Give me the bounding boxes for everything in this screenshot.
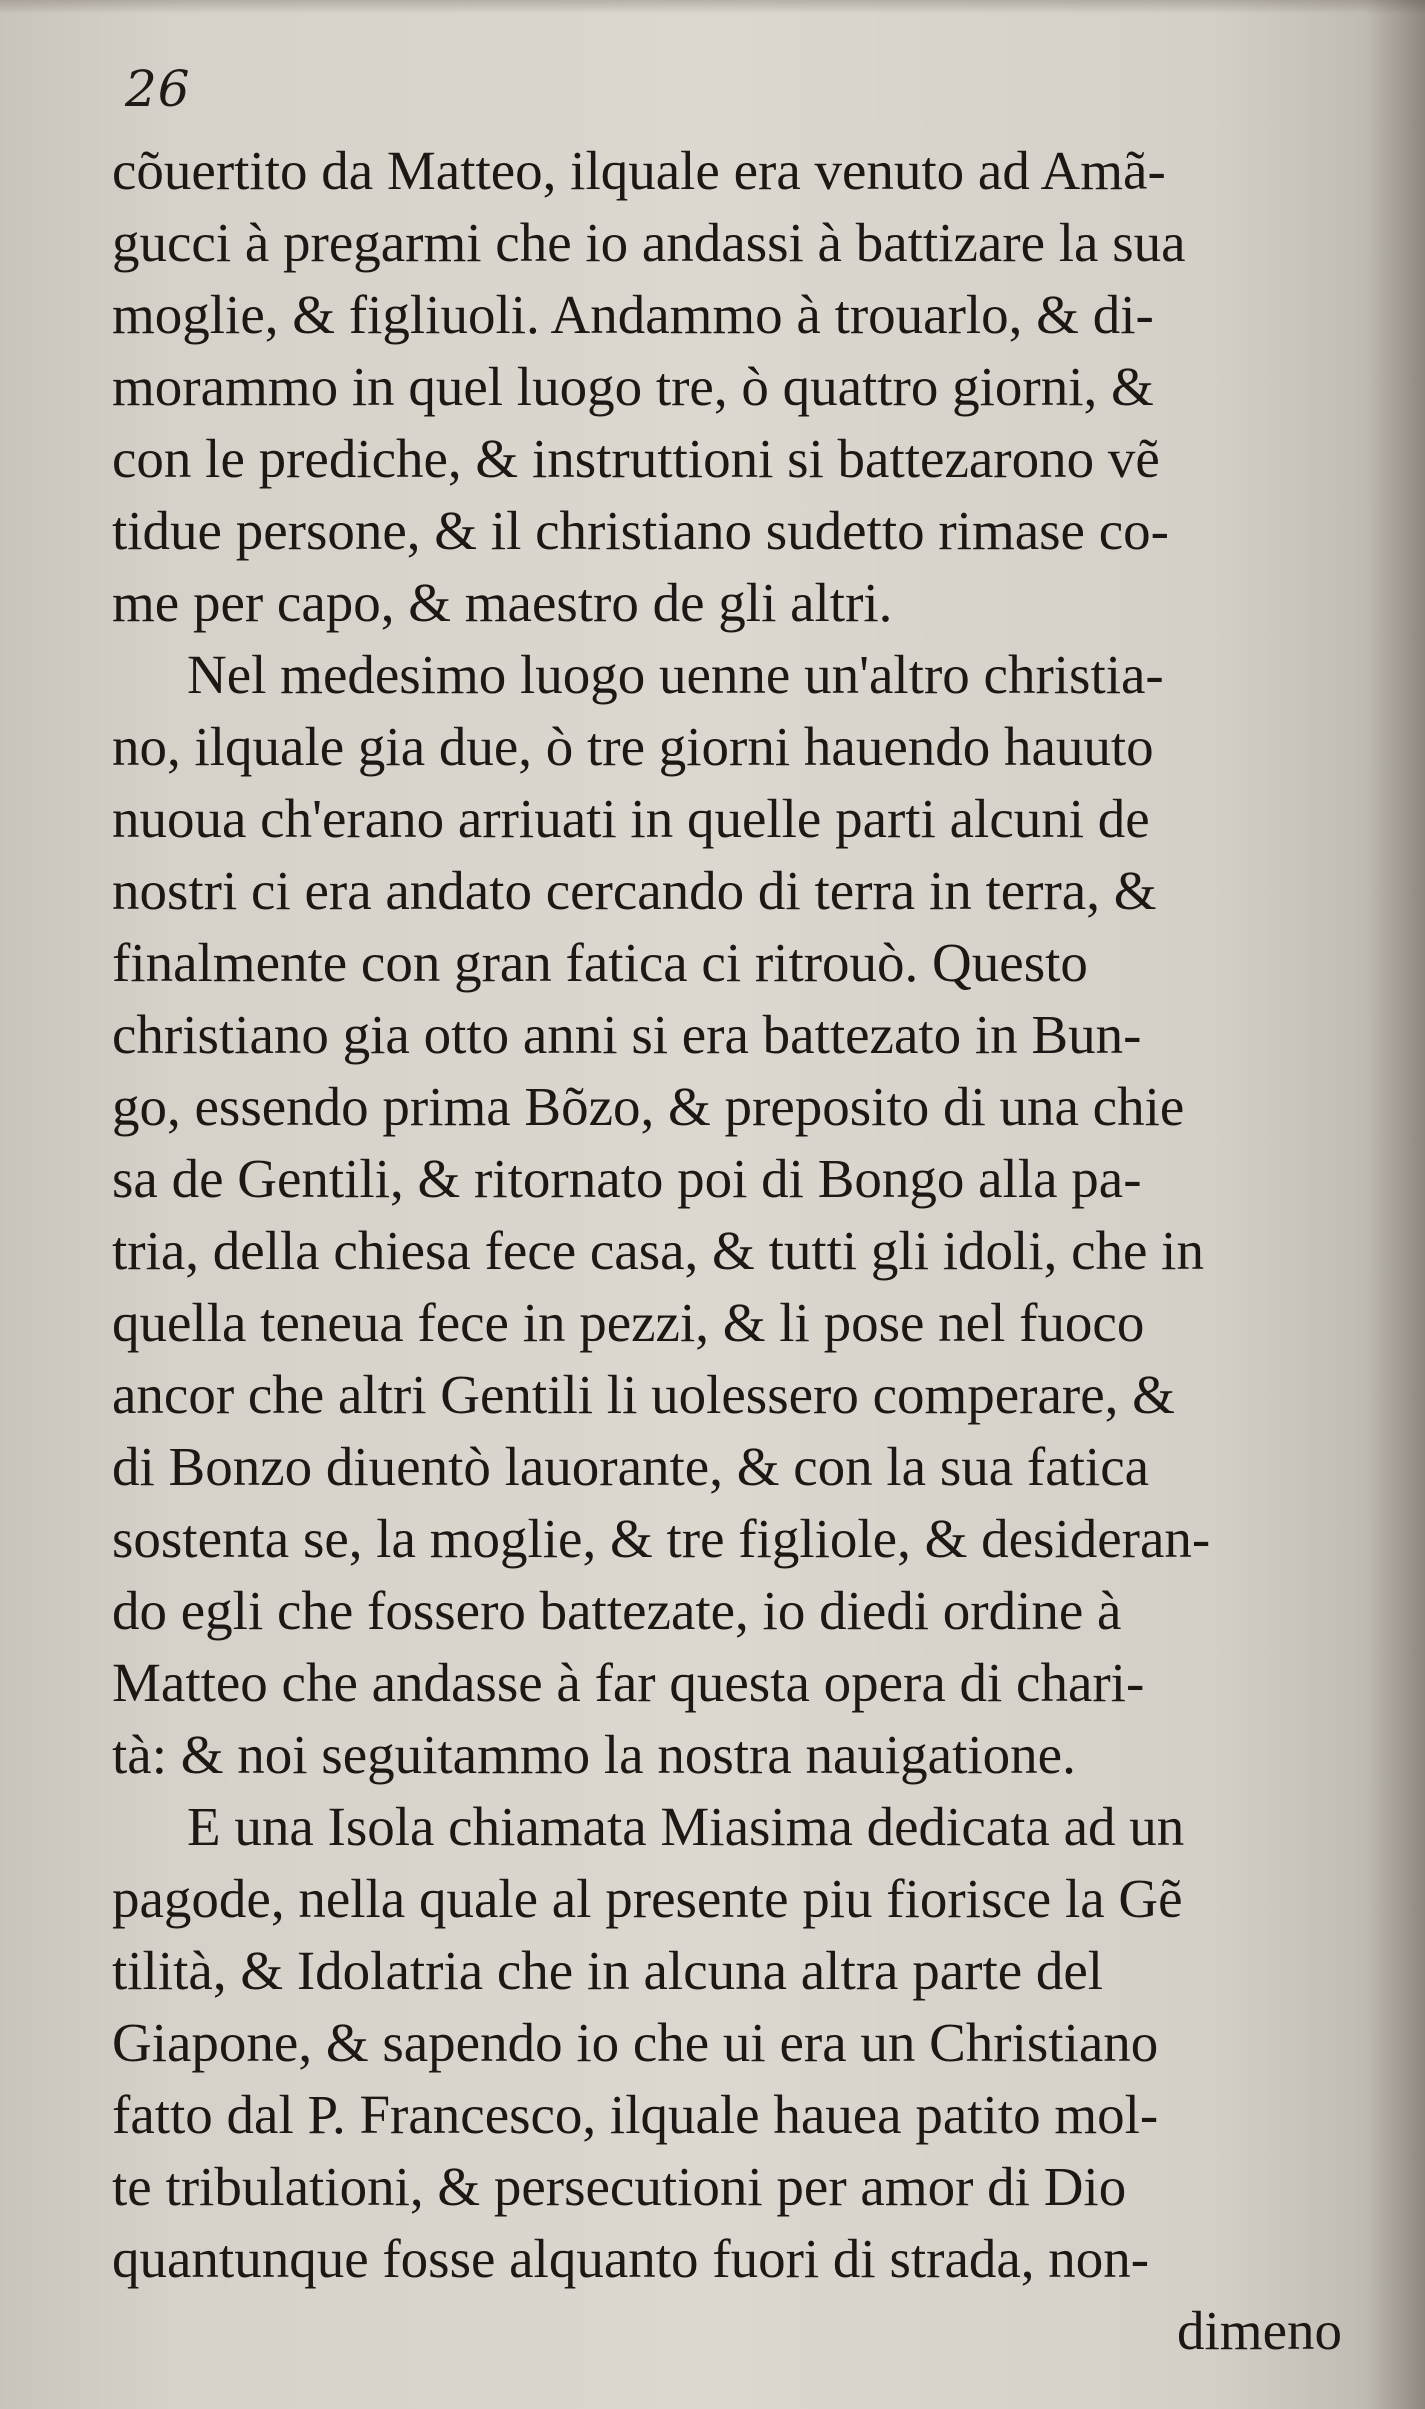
text-line: christiano gia otto anni si era battezato in Bun- bbox=[112, 1004, 1142, 1065]
text-line: tidue persone, & il christiano sudetto rimase co- bbox=[112, 500, 1169, 561]
page-top-edge bbox=[0, 0, 1425, 14]
catchword: dimeno bbox=[1177, 2300, 1342, 2361]
text-line: moglie, & figliuoli. Andammo à trouarlo, & di- bbox=[112, 284, 1154, 345]
text-line: tà: & noi seguitammo la nostra nauigatione. bbox=[112, 1724, 1076, 1785]
text-line: nuoua ch'erano arriuati in quelle parti alcuni de bbox=[112, 788, 1150, 849]
body-text bbox=[112, 135, 1342, 2367]
text-line: tria, della chiesa fece casa, & tutti gli idoli, che in bbox=[112, 1220, 1204, 1281]
text-line: cõuertito da Matteo, ilquale era venuto ad Amã- bbox=[112, 140, 1166, 201]
text-line: finalmente con gran fatica ci ritrouò. Questo bbox=[112, 932, 1088, 993]
text-line: gucci à pregarmi che io andassi à battizare la sua bbox=[112, 212, 1186, 273]
text-line: go, essendo prima Bõzo, & preposito di una chie bbox=[112, 1076, 1185, 1137]
text-line: di Bonzo diuentò lauorante, & con la sua fatica bbox=[112, 1436, 1150, 1497]
text-line: quantunque fosse alquanto fuori di strada, non- bbox=[112, 2228, 1150, 2289]
text-line: sostenta se, la moglie, & tre figliole, & desideran- bbox=[112, 1508, 1211, 1569]
text-line: tilità, & Idolatria che in alcuna altra parte del bbox=[112, 1940, 1104, 2001]
text-line: te tribulationi, & persecutioni per amor di Dio bbox=[112, 2156, 1127, 2217]
text-line: fatto dal P. Francesco, ilquale hauea patito mol- bbox=[112, 2084, 1159, 2145]
paragraph-start-line: E una Isola chiamata Miasima dedicata ad un bbox=[187, 1796, 1185, 1857]
text-line: Giapone, & sapendo io che ui era un Christiano bbox=[112, 2012, 1159, 2073]
text-line: quella teneua fece in pezzi, & li pose nel fuoco bbox=[112, 1292, 1145, 1353]
page-number: 26 bbox=[125, 60, 191, 118]
text-line: ancor che altri Gentili li uolessero comperare, & bbox=[112, 1364, 1175, 1425]
text-line: no, ilquale gia due, ò tre giorni hauendo hauuto bbox=[112, 716, 1154, 777]
text-line: sa de Gentili, & ritornato poi di Bongo alla pa- bbox=[112, 1148, 1142, 1209]
text-line: nostri ci era andato cercando di terra in terra, & bbox=[112, 860, 1157, 921]
text-line: do egli che fossero battezate, io diedi ordine à bbox=[112, 1580, 1122, 1641]
text-line: me per capo, & maestro de gli altri. bbox=[112, 572, 893, 633]
paragraph-start-line: Nel medesimo luogo uenne un'altro christia- bbox=[187, 644, 1164, 705]
text-line: con le prediche, & instruttioni si battezarono vẽ bbox=[112, 428, 1160, 489]
text-line: Matteo che andasse à far questa opera di chari- bbox=[112, 1652, 1145, 1713]
text-line: morammo in quel luogo tre, ò quattro giorni, & bbox=[112, 356, 1154, 417]
text-line: pagode, nella quale al presente piu fiorisce la Gẽ bbox=[112, 1868, 1183, 1929]
gutter-shadow bbox=[1365, 0, 1425, 2409]
